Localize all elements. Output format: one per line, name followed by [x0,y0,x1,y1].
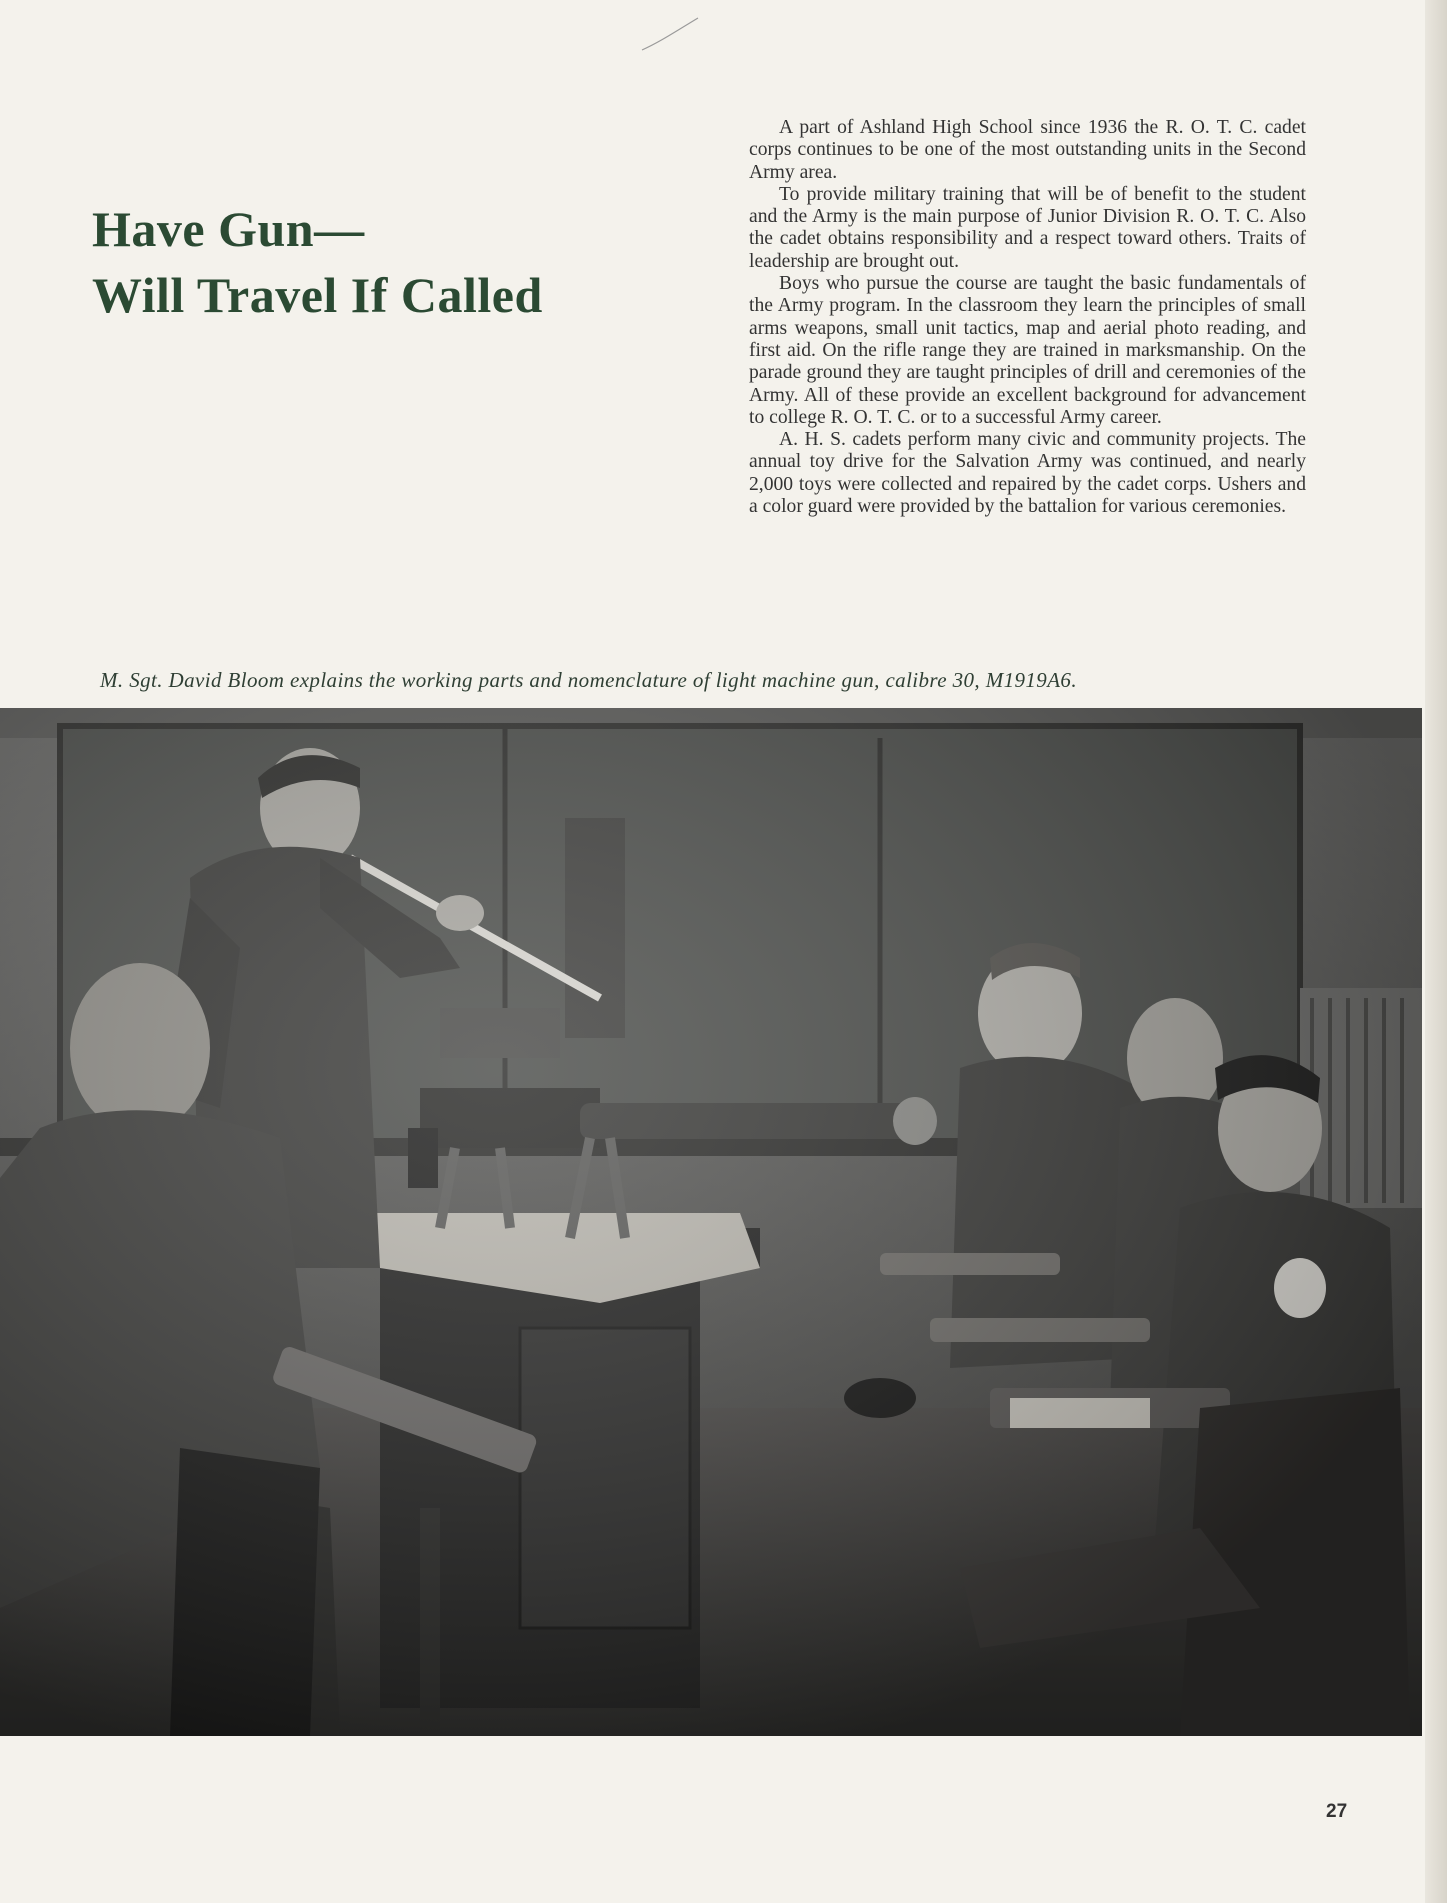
article-paragraph: Boys who pursue the course are taught the basic fundamentals of the Army program. In the classroom they learn the principles of small arms weapons, small unit tactics, map and aerial photo reading, and first aid. On the rifle range they are trained in marksmanship. On the parade ground they are taught principles of drill and ceremonies of the Army. All of these provide an excellent background for advancement to college R. O. T. C. or to a successful Army career. [749,273,1306,428]
photo-caption: M. Sgt. David Bloom explains the working parts and nomenclature of light machine gun, calibre 30, M1919A6. [100,668,1077,692]
headline-line-2: Will Travel If Called [92,267,543,323]
page-edge [1425,0,1447,1903]
headline-line-1: Have Gun— [92,201,365,257]
article-paragraph: A part of Ashland High School since 1936 the R. O. T. C. cadet corps continues to be one of the most outstanding units in the Second Army area. [749,117,1306,183]
article-paragraph: A. H. S. cadets perform many civic and community projects. The annual toy drive for the Salvation Army was continued, and nearly 2,000 toys were collected and repaired by the cadet corps. Ushers and a color guard were provided by the battalion for various ceremonies. [749,429,1306,518]
page-number: 27 [1326,1801,1348,1822]
page-headline [92,196,612,328]
photo-illustration [0,708,1422,1736]
article-paragraph: To provide military training that will be of benefit to the student and the Army is the main purpose of Junior Division R. O. T. C. Also the cadet obtains responsibility and a respect toward others. Traits of leadership are brought out. [749,183,1306,272]
article-body [749,117,1306,518]
classroom-photo [0,708,1422,1736]
pencil-mark [640,14,700,54]
